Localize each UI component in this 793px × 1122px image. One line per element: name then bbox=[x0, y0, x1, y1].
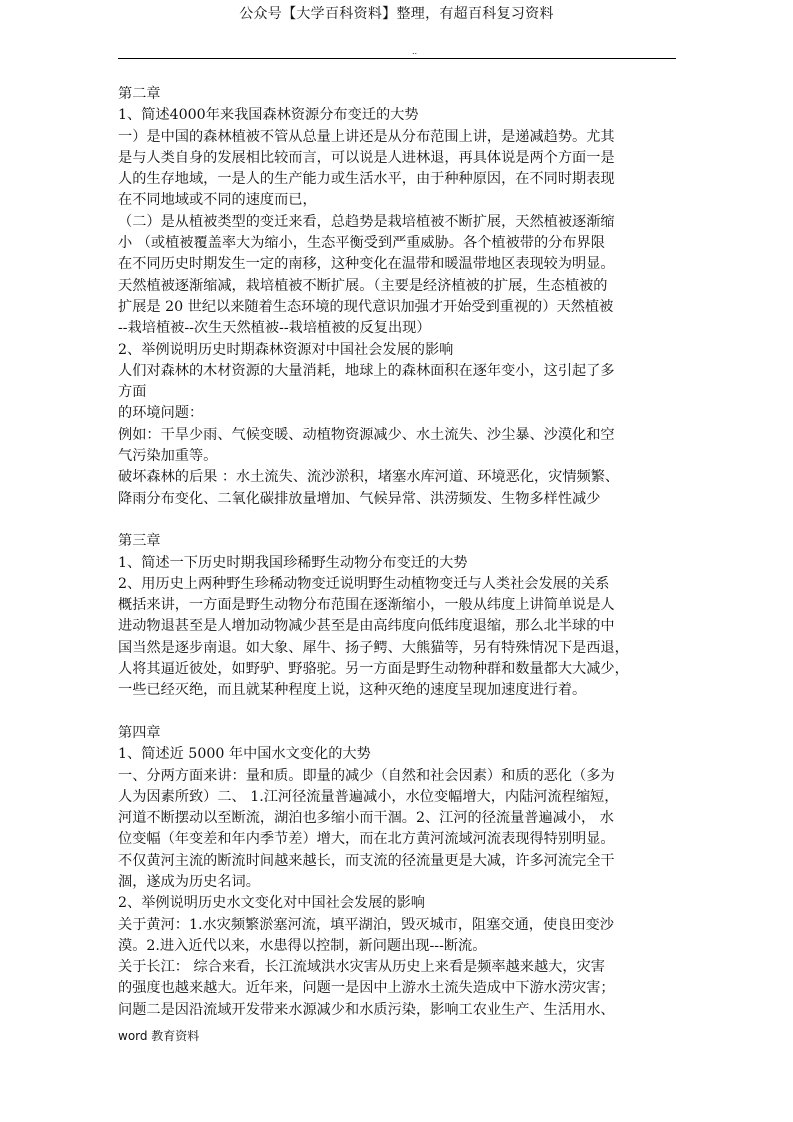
text-line: 破坏森林的后果 ：水土流失、流沙淤积，堵塞水库河道、环境恶化，灾情频繁、 bbox=[118, 469, 620, 486]
text-line: 是与人类自身的发展相比较而言，可以说是人进林退，再具体说是两个方面一是 bbox=[118, 149, 615, 166]
text-line: 气污染加重等。 bbox=[118, 448, 218, 465]
text-line: 问题二是因沿流域开发带来水源减少和水质污染，影响工农业生产、生活用水、 bbox=[118, 1001, 615, 1018]
text-line: 位变幅（年变差和年内季节差）增大，而在北方黄河流域河流表现得特别明显。 bbox=[118, 831, 615, 848]
text-line: 人的生存地域，一是人的生产能力或生活水平，由于种种原因，在不同时期表现 bbox=[118, 171, 615, 188]
page-header: 公众号【大学百科资料】整理，有超百科复习资料 bbox=[239, 6, 554, 22]
text-line: 方面 bbox=[118, 384, 147, 401]
text-line: 人将其逼近彼处，如野驴、野骆驼。另一方面是野生动物种群和数量都大大减少， bbox=[118, 661, 629, 678]
header-dots: .. bbox=[412, 47, 418, 56]
text-line: 1、简述4000年来我国森林资源分布变迁的大势 bbox=[118, 107, 419, 124]
text-line: 扩展是 20 世纪以来随着生态环境的现代意识加强才开始受到重视的）天然植被 bbox=[118, 298, 614, 315]
text-line: 一、分两方面来讲：量和质。即量的减少（自然和社会因素）和质的恶化（多为 bbox=[118, 767, 615, 784]
text-line: 在不同历史时期发生一定的南移，这种变化在温带和暖温带地区表现较为明显。 bbox=[118, 256, 615, 273]
text-line: 2、举例说明历史时期森林资源对中国社会发展的影响 bbox=[118, 341, 454, 358]
text-line: 进动物退甚至是人增加动物减少甚至是由高纬度向低纬度退缩，那么北半球的中 bbox=[118, 618, 615, 635]
text-line: 2、举例说明历史水文变化对中国社会发展的影响 bbox=[118, 895, 425, 912]
text-line: 1、简述一下历史时期我国珍稀野生动物分布变迁的大势 bbox=[118, 554, 468, 571]
text-line: 河道不断摆动以至断流，湖泊也多缩小而干涸。2、江河的径流量普遍减小， 水 bbox=[118, 810, 614, 827]
text-line: 小 （或植被覆盖率大为缩小，生态平衡受到严重威胁。各个植被带的分布界限 bbox=[118, 235, 605, 252]
document-body bbox=[118, 84, 680, 1021]
text-line: 国当然是逐步南退。如大象、犀牛、扬子鳄、大熊猫等，另有特殊情况下是西退， bbox=[118, 639, 629, 656]
text-line: 天然植被逐渐缩减，栽培植被不断扩展。（主要是经济植被的扩展，生态植被的 bbox=[118, 277, 608, 294]
text-line: 人为因素所致）二、 1.江河径流量普遍减小，水位变幅增大，内陆河流程缩短， bbox=[118, 788, 619, 805]
text-line: 涸，遂成为历史名词。 bbox=[118, 873, 260, 890]
text-line: 例如：干旱少雨、气候变暖、动植物资源减少、水土流失、沙尘暴、沙漠化和空 bbox=[118, 426, 615, 443]
text-line: 关于黄河：1.水灾频繁淤塞河流，填平湖泊，毁灭城市，阻塞交通，使良田变沙 bbox=[118, 916, 614, 933]
text-line: 降雨分布变化、二氧化碳排放量增加、气候异常、洪涝频发、生物多样性减少 bbox=[118, 490, 601, 507]
chapter-title: 第三章 bbox=[118, 533, 161, 550]
text-line: 一些已经灭绝，而且就某种程度上说，这种灭绝的速度呈现加速度进行着。 bbox=[118, 682, 587, 699]
text-line: 在不同地域或不同的速度而已， bbox=[118, 192, 317, 209]
chapter-title: 第四章 bbox=[118, 724, 161, 741]
text-line: 的环境问题： bbox=[118, 405, 204, 422]
chapter-title: 第二章 bbox=[118, 86, 161, 102]
section-chapter-2 bbox=[118, 84, 680, 510]
section-chapter-3 bbox=[118, 531, 680, 701]
text-line: （二）是从植被类型的变迁来看，总趋势是栽培植被不断扩展，天然植被逐渐缩 bbox=[118, 213, 615, 230]
text-line: 人们对森林的木材资源的大量消耗，地球上的森林面积在逐年变小，这引起了多 bbox=[118, 362, 615, 379]
text-line: 2、用历史上两种野生珍稀动物变迁说明野生动植物变迁与人类社会发展的关系 bbox=[118, 575, 610, 592]
header-divider bbox=[118, 58, 676, 59]
section-chapter-4 bbox=[118, 723, 680, 1021]
page-footer: word 教育资料 bbox=[118, 1029, 200, 1043]
text-line: 1、简述近 5000 年中国水文变化的大势 bbox=[118, 746, 371, 763]
text-line: --栽培植被--次生天然植被--栽培植被的反复出现） bbox=[118, 320, 431, 337]
text-line: 漠。2.进入近代以来，水患得以控制，新问题出现---断流。 bbox=[118, 937, 487, 954]
text-line: 的强度也越来越大。近年来，问题一是因中上游水土流失造成中下游水涝灾害； bbox=[118, 980, 615, 997]
text-line: 一）是中国的森林植被不管从总量上讲还是从分布范围上讲，是递减趋势。尤其 bbox=[118, 128, 615, 145]
text-line: 关于长江： 综合来看，长江流域洪水灾害从历史上来看是频率越来越大，灾害 bbox=[118, 959, 605, 976]
text-line: 概括来讲，一方面是野生动物分布范围在逐渐缩小，一般从纬度上讲简单说是人 bbox=[118, 597, 615, 614]
text-line: 不仅黄河主流的断流时间越来越长，而支流的径流量更是大减，许多河流完全干 bbox=[118, 852, 615, 869]
